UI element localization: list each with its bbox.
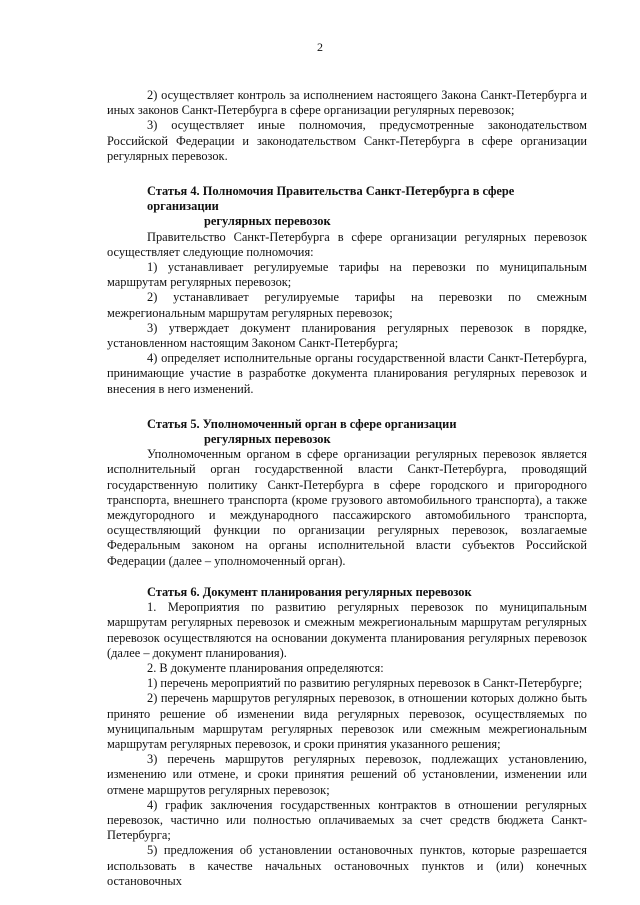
article-6-heading: Статья 6. Документ планирования регулярных перевозок (147, 584, 472, 599)
list-item: 3) перечень маршрутов регулярных перевозок, подлежащих установлению, изменению или отмене, и сроки принятия решений об установлении, изменении или отмене маршрутов регулярных перевозок; (107, 752, 587, 797)
article-5-heading (107, 417, 587, 447)
list-item: 2) перечень маршрутов регулярных перевозок, в отношении которых должно быть принято решение об изменении вида регулярных перевозок, осуществляемых по муниципальным маршрутам регулярных перевозок или смежным межрегиональным маршрутам регулярных перевозок, и сроки принятия указанного решения; (107, 691, 587, 751)
document-body (107, 88, 587, 889)
list-item: 4) график заключения государственных контрактов в отношении регулярных перевозок, частично или полностью оплачиваемых за счет средств бюджета Санкт-Петербурга; (107, 797, 587, 843)
paragraph: 3) осуществляет иные полномочия, предусмотренные законодательством Российской Федерации и законодательством Санкт-Петербурга в сфере организации регулярных перевозок. (107, 118, 587, 163)
list-item: 1) перечень мероприятий по развитию регулярных перевозок в Санкт-Петербурге; (147, 676, 583, 691)
paragraph: 1. Мероприятия по развитию регулярных перевозок по муниципальным маршрутам регулярных перевозок и смежным межрегиональным маршрутам регулярных перевозок осуществляются на основании документа планирования регулярных перевозок (далее – документ планирования). (107, 600, 587, 660)
heading-line: Статья 4. Полномочия Правительства Санкт-Петербурга в сфере организации (147, 184, 515, 214)
paragraph: 2. В документе планирования определяются: (147, 660, 384, 675)
paragraph: Уполномоченным органом в сфере организации регулярных перевозок является исполнительный орган государственной власти Санкт-Петербурга, проводящий государственную политику Санкт-Петербурга в сфере городского и пригородного транспорта, внешнего транспорта (кроме грузового автомобильного транспорта), а также междугородного и международного пассажирского автомобильного транспорта, осуществляющий функции по организации регулярных перевозок, возлагаемые Федеральным законом на органы исполнительной власти субъектов Российской Федерации (далее – уполномоченный орган). (107, 447, 587, 568)
heading-line: Статья 5. Уполномоченный орган в сфере организации (147, 416, 457, 431)
page-number: 2 (317, 40, 323, 54)
list-item: 3) утверждает документ планирования регулярных перевозок в порядке, установленном настоящим Законом Санкт-Петербурга; (107, 320, 587, 351)
paragraph: Правительство Санкт-Петербурга в сфере организации регулярных перевозок осуществляет следующие полномочия: (107, 229, 587, 259)
list-item: 4) определяет исполнительные органы государственной власти Санкт-Петербурга, принимающие участие в разработке документа планирования регулярных перевозок и внесения в него изменений. (107, 351, 587, 396)
paragraph: 2) осуществляет контроль за исполнением настоящего Закона Санкт-Петербурга и иных законов Санкт-Петербурга в сфере организации регулярных перевозок; (107, 88, 587, 118)
heading-line: регулярных перевозок (204, 214, 331, 229)
list-item: 2) устанавливает регулируемые тарифы на перевозки по смежным межрегиональным маршрутам регулярных перевозок; (107, 290, 587, 320)
article-4-heading (107, 184, 587, 230)
list-item: 5) предложения об установлении остановочных пунктов, которые разрешается использовать в качестве начальных остановочных пунктов и (или) конечных остановочных (107, 843, 587, 888)
list-item: 1) устанавливает регулируемые тарифы на перевозки по муниципальным маршрутам регулярных перевозок; (107, 260, 587, 290)
heading-line: регулярных перевозок (204, 432, 331, 447)
